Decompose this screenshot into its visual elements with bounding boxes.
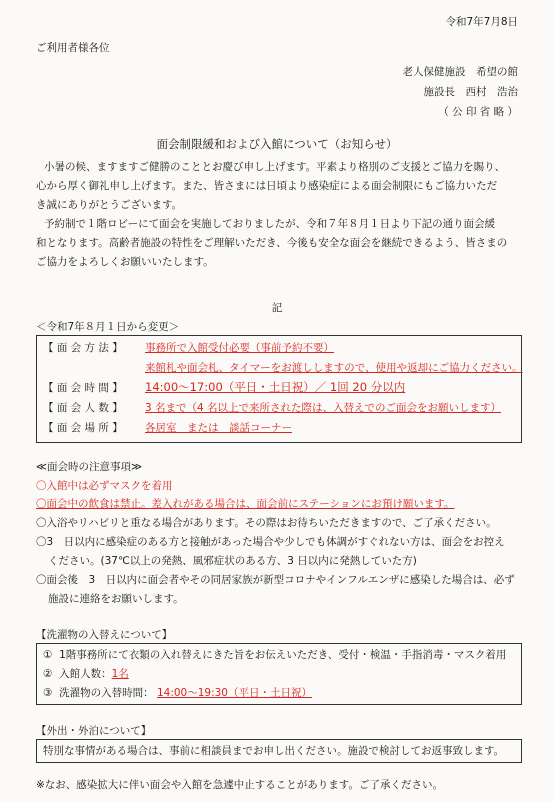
row-value-time: 14:00～17:00（平日・土日祝）／ 1回 20 分以内 xyxy=(145,380,406,394)
laundry-item xyxy=(43,666,129,681)
body-line: き誠にありがとうございます。 xyxy=(36,199,183,211)
note-text: 面会中の飲食は禁止。差入れがある場合は、面会前にステーションにお預け願います。 xyxy=(46,498,455,510)
laundry-item xyxy=(43,647,506,662)
note-item xyxy=(36,534,505,549)
laundry-label: 入館人数： xyxy=(59,668,112,680)
number-mark-icon: ② xyxy=(43,668,53,680)
change-header: ＜令和7年８月１日から変更＞ xyxy=(36,321,180,333)
note-text: 面会後 3 日以内に面会者やその同居家族が新型コロナやインフルエンザに感染した場合は、必ず xyxy=(46,574,515,586)
circle-mark-icon: 〇 xyxy=(36,517,47,529)
row-label-place: 【 面 会 場 所 】 xyxy=(43,422,123,434)
note-text: 3 日以内に感染症のある方と接触があった場合や少しでも体調がすぐれない方は、面会をお控え xyxy=(46,536,505,548)
laundry-value: 1名 xyxy=(111,668,129,680)
row-value-method-note: 来館札や面会札、タイマーをお渡ししますので、使用や返却にご協力ください。 xyxy=(145,362,523,374)
note-item xyxy=(36,496,455,511)
document-title: 面会制限緩和および入館について（お知らせ） xyxy=(156,137,398,151)
outing-text: 特別な事情がある場合は、事前に相談員までお申し出ください。施設で検討してお返事致します。 xyxy=(43,745,505,757)
row-value-count: 3 名まで（4 名以上で来所された際は、入替えでのご面会をお願いします） xyxy=(145,402,502,414)
visit-rules-box xyxy=(36,335,522,443)
row-label-count: 【 面 会 人 数 】 xyxy=(43,402,123,414)
number-mark-icon: ③ xyxy=(43,687,53,699)
notes-header: ≪面会時の注意事項≫ xyxy=(36,461,142,473)
outing-box xyxy=(36,739,522,763)
body-line: 小暑の候、ますますご健勝のこととお慶び申し上げます。平素より格別のご支援とご協力を賜り、 xyxy=(44,161,506,173)
addressee: ご利用者様各位 xyxy=(36,42,110,54)
body-line: ご協力をよろしくお願いいたします。 xyxy=(36,256,214,268)
document-date: 令和7年7月8日 xyxy=(445,16,518,28)
body-text xyxy=(36,158,526,272)
note-item xyxy=(36,572,515,587)
circle-mark-icon: 〇 xyxy=(36,574,47,586)
note-text-continued: 施設に連絡をお願いします。 xyxy=(48,593,184,605)
circle-mark-icon: 〇 xyxy=(36,480,47,492)
seal-note: （ 公 印 省 略 ） xyxy=(438,106,518,118)
body-line: 和となります。高齢者施設の特性をご理解いただき、今後も安全な面会を継続できるよう、皆さまの xyxy=(36,237,508,249)
director-name: 施設長 西村 浩治 xyxy=(423,86,518,98)
outing-header: 【外出・外泊について】 xyxy=(36,725,152,737)
ki-heading: 記 xyxy=(271,302,283,314)
laundry-box xyxy=(36,643,522,705)
note-text: 入浴やリハビリと重なる場合があります。その際はお待ちいただきますので、ご了承ください。 xyxy=(46,517,497,529)
number-mark-icon: ① xyxy=(43,649,53,661)
note-text-continued: ください。(37℃以上の発熱、風邪症状のある方、3 日以内に発熱していた方) xyxy=(48,555,417,567)
circle-mark-icon: 〇 xyxy=(36,536,47,548)
organization-name: 老人保健施設 希望の館 xyxy=(402,66,518,78)
laundry-header: 【洗濯物の入替えについて】 xyxy=(36,629,173,641)
row-label-method: 【 面 会 方 法 】 xyxy=(43,342,123,354)
laundry-value: 14:00～19:30（平日・土日祝） xyxy=(156,687,312,699)
note-item xyxy=(36,515,497,530)
laundry-item xyxy=(43,685,312,700)
laundry-text: 1階事務所にて衣類の入れ替えにきた旨をお伝えいただき、受付・検温・手指消毒・マスク着用 xyxy=(59,649,507,661)
note-item xyxy=(36,478,173,493)
row-label-time: 【 面 会 時 間 】 xyxy=(43,382,123,394)
note-text: 入館中は必ずマスクを着用 xyxy=(46,480,173,492)
body-line: 心から厚く御礼申し上げます。また、皆さまには日頃より感染症による面会制限にもご協力いただ xyxy=(36,180,498,192)
footer-note: ※なお、感染拡大に伴い面会や入館を急遽中止することがあります。ご了承ください。 xyxy=(36,779,443,791)
circle-mark-icon: 〇 xyxy=(36,498,47,510)
row-value-method: 事務所で入館受付必要（事前予約不要） xyxy=(145,342,334,354)
laundry-label: 洗濯物の入替時間： xyxy=(59,687,154,699)
row-value-place: 各居室 または 談話コーナー xyxy=(145,422,292,434)
body-line: 予約制で１階ロビーにて面会を実施しておりましたが、令和７年８月１日より下記の通り面会緩 xyxy=(44,218,496,230)
